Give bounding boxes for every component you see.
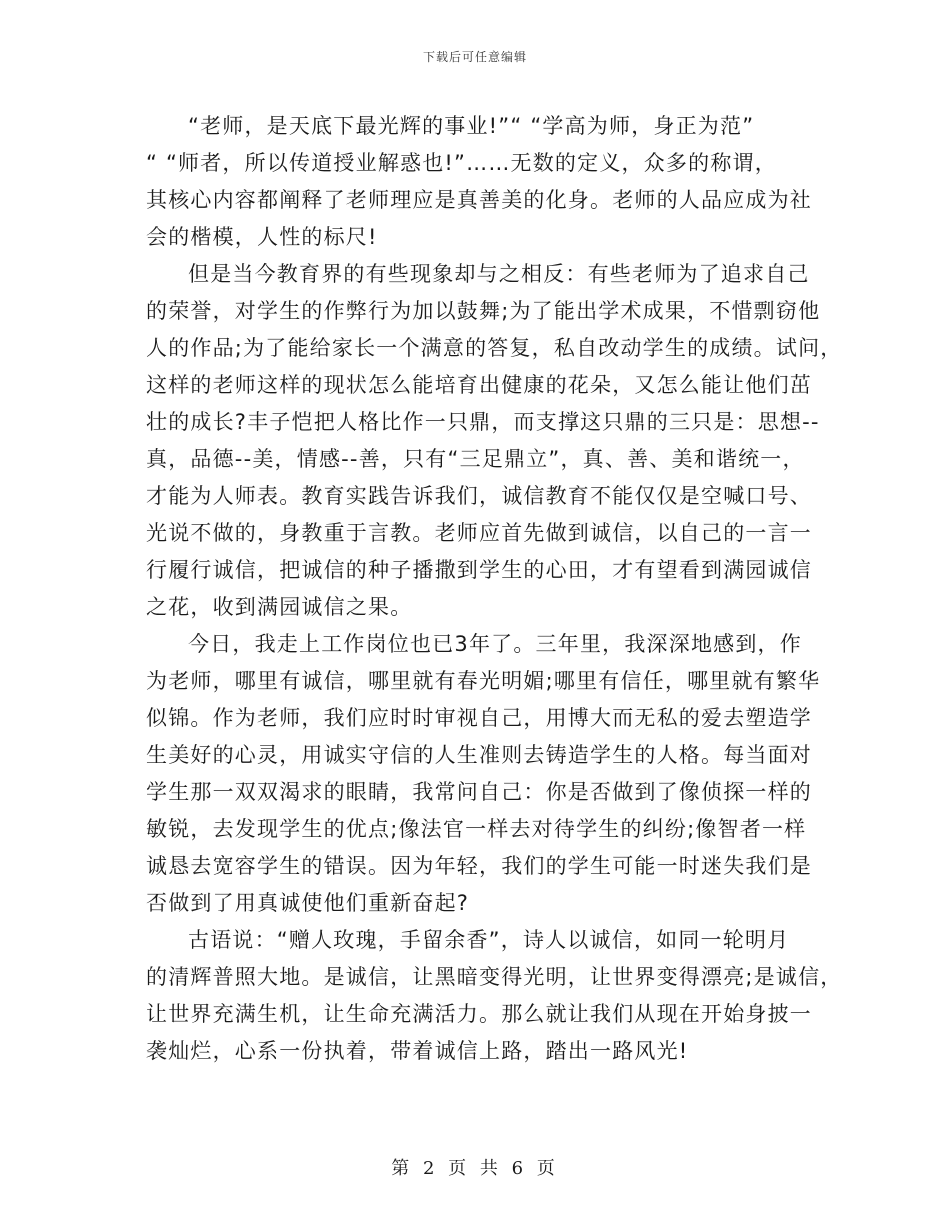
text-line: “ “师者，所以传道授业解惑也!”……无数的定义，众多的称谓， <box>146 151 777 175</box>
text-line: 的清辉普照大地。是诚信，让黑暗变得光明，让世界变得漂亮;是诚信， <box>146 965 843 989</box>
page-footer: 第 2 页 共 6 页 <box>391 1158 559 1179</box>
text-line: 人的作品;为了能给家长一个满意的答复，私自改动学生的成绩。试问， <box>146 336 843 360</box>
text-line: 古语说：“赠人玫瑰，手留余香”，诗人以诚信，如同一轮明月 <box>188 928 790 952</box>
text-line: 为老师，哪里有诚信，哪里就有春光明媚;哪里有信任，哪里就有繁华 <box>146 669 821 693</box>
text-line: 行履行诚信，把诚信的种子播撒到学生的心田，才有望看到满园诚信 <box>146 558 812 582</box>
text-line: 才能为人师表。教育实践告诉我们，诚信教育不能仅仅是空喊口号、 <box>146 484 812 508</box>
text-line: 壮的成长?丰子恺把人格比作一只鼎，而支撑这只鼎的三只是：思想-- <box>146 410 820 434</box>
text-line: “老师，是天底下最光辉的事业!”“ “学高为师，身正为范” <box>188 114 755 138</box>
text-line: 光说不做的，身教重于言教。老师应首先做到诚信，以自己的一言一 <box>146 521 812 545</box>
text-line: 诚恳去宽容学生的错误。因为年轻，我们的学生可能一时迷失我们是 <box>146 854 812 878</box>
text-line: 让世界充满生机，让生命充满活力。那么就让我们从现在开始身披一 <box>146 1002 812 1026</box>
text-line: 其核心内容都阐释了老师理应是真善美的化身。老师的人品应成为社 <box>146 188 812 212</box>
text-line: 否做到了用真诚使他们重新奋起? <box>146 891 470 915</box>
text-line: 学生那一双双渴求的眼睛，我常问自己：你是否做到了像侦探一样的 <box>146 780 812 804</box>
text-line: 袭灿烂，心系一份执着，带着诚信上路，踏出一路风光! <box>146 1039 689 1063</box>
text-line: 但是当今教育界的有些现象却与之相反：有些老师为了追求自己 <box>188 262 810 286</box>
text-line: 敏锐，去发现学生的优点;像法官一样去对待学生的纠纷;像智者一样 <box>146 817 807 841</box>
text-line: 今日，我走上工作岗位也已3年了。三年里，我深深地感到，作 <box>188 632 802 656</box>
text-line: 的荣誉，对学生的作弊行为加以鼓舞;为了能出学术成果，不惜剽窃他 <box>146 299 821 323</box>
text-line: 生美好的心灵，用诚实守信的人生准则去铸造学生的人格。每当面对 <box>146 743 812 767</box>
text-line: 似锦。作为老师，我们应时时审视自己，用博大而无私的爱去塑造学 <box>146 706 812 730</box>
text-line: 真，品德--美，情感--善，只有“三足鼎立”，真、善、美和谐统一， <box>146 447 805 471</box>
text-line: 之花，收到满园诚信之果。 <box>146 595 413 619</box>
page-header: 下载后可任意编辑 <box>422 50 527 64</box>
text-line: 这样的老师这样的现状怎么能培育出健康的花朵，又怎么能让他们茁 <box>146 373 812 397</box>
text-line: 会的楷模，人性的标尺! <box>146 225 378 249</box>
